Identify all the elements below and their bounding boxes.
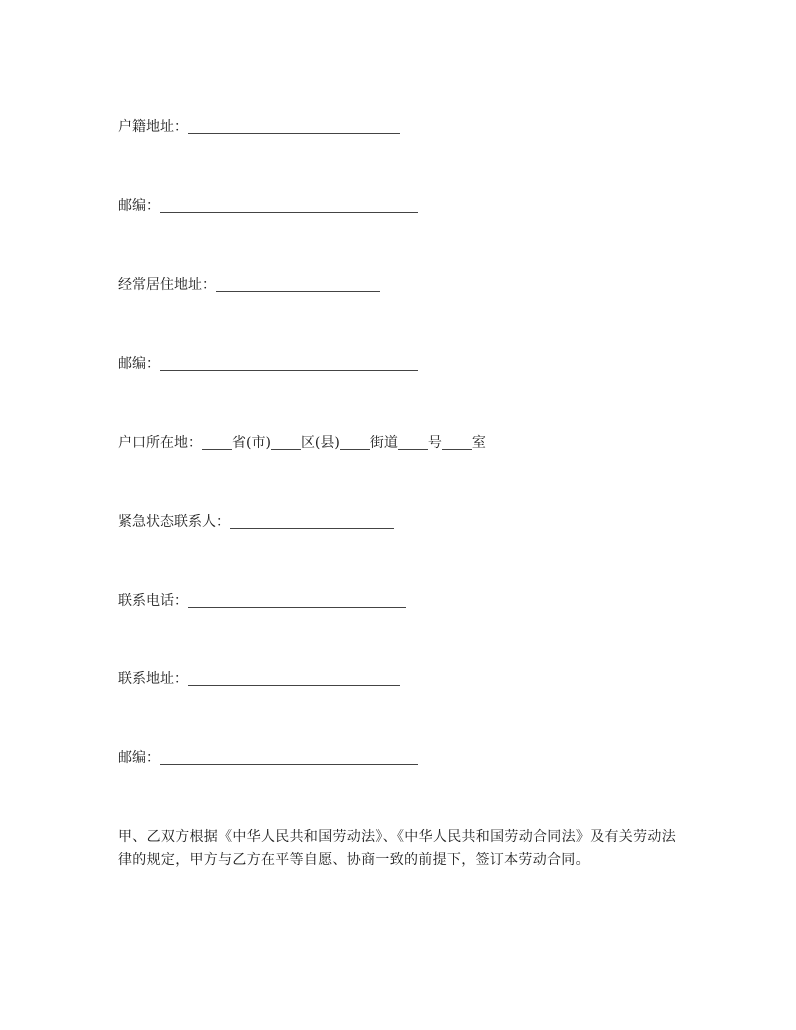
emergency-contact-label: 紧急状态联系人： [118, 514, 230, 530]
room-unit: 室 [471, 435, 486, 451]
hukou-location-label: 户口所在地： [118, 435, 202, 451]
street-unit: 街道 [369, 435, 398, 451]
postcode-label-3: 邮编： [118, 750, 160, 766]
emergency-contact-field [118, 513, 394, 531]
contact-phone-blank[interactable] [188, 593, 406, 608]
postcode-field-1 [118, 197, 418, 215]
contact-phone-label: 联系电话： [118, 593, 188, 609]
room-blank[interactable] [442, 435, 472, 450]
contact-address-label: 联系地址： [118, 671, 188, 687]
hukou-location-field [118, 434, 486, 452]
number-unit: 号 [427, 435, 442, 451]
postcode-label-2: 邮编： [118, 356, 160, 372]
household-address-blank[interactable] [188, 119, 400, 134]
postcode-field-2 [118, 355, 418, 373]
district-unit: 区(县) [300, 435, 340, 451]
household-address-label: 户籍地址： [118, 119, 188, 135]
postcode-field-3 [118, 749, 418, 767]
residence-address-field [118, 276, 380, 294]
postcode-label-1: 邮编： [118, 198, 160, 214]
household-address-field [118, 118, 400, 136]
contact-address-blank[interactable] [188, 671, 400, 686]
contract-preamble-paragraph: 甲、乙双方根据《中华人民共和国劳动法》、《中华人民共和国劳动合同法》及有关劳动法律的规定，甲方与乙方在平等自愿、协商一致的前提下，签订本劳动合同。 [118, 829, 676, 868]
district-blank[interactable] [271, 435, 301, 450]
residence-address-label: 经常居住地址： [118, 277, 216, 293]
emergency-contact-blank[interactable] [230, 514, 394, 529]
number-blank[interactable] [398, 435, 428, 450]
contact-address-field [118, 670, 400, 688]
postcode-blank-2[interactable] [160, 356, 418, 371]
street-blank[interactable] [340, 435, 370, 450]
postcode-blank-3[interactable] [160, 750, 418, 765]
postcode-blank-1[interactable] [160, 198, 418, 213]
residence-address-blank[interactable] [216, 277, 380, 292]
province-unit: 省(市) [232, 435, 271, 451]
contact-phone-field [118, 592, 406, 610]
province-blank[interactable] [202, 435, 232, 450]
